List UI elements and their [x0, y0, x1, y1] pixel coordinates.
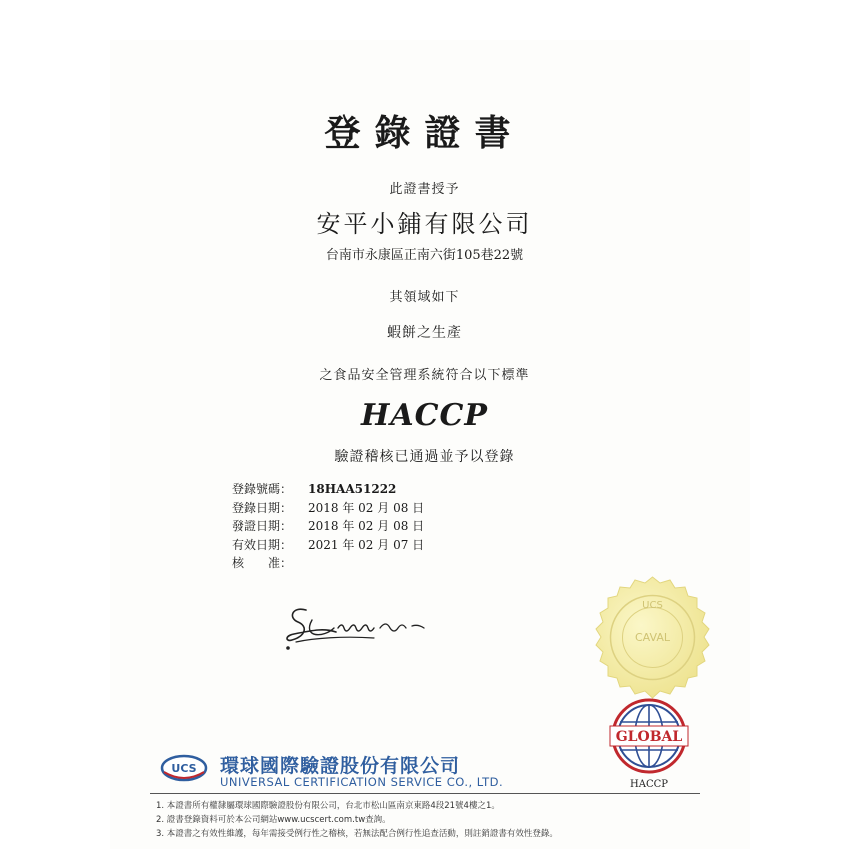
footer-note: 2. 證書登錄資料可於本公司網站www.ucscert.com.tw查詢。	[156, 815, 391, 825]
scope: 蝦餅之生產	[387, 325, 462, 341]
standard-intro: 之食品安全管理系統符合以下標準	[319, 368, 530, 383]
detail-row-registration-date	[232, 499, 424, 518]
passed-text: 驗證稽核已通過並予以登錄	[334, 449, 515, 465]
detail-value: 2021 年 02 月 07 日	[308, 537, 425, 552]
issuer-name-english: UNIVERSAL CERTIFICATION SERVICE CO., LTD.	[220, 775, 504, 789]
ucs-badge-logo	[160, 754, 208, 782]
global-haccp-logo	[600, 694, 698, 792]
detail-row-approval	[232, 554, 424, 573]
company-address: 台南市永康區正南六街105巷22號	[325, 248, 524, 263]
detail-label: 有效日期：	[232, 537, 293, 552]
detail-label: 登錄號碼：	[232, 482, 293, 496]
detail-row-issue-date	[232, 517, 424, 536]
seal-text-top: UCS	[642, 600, 663, 611]
detail-value: 18HAA51222	[308, 482, 397, 496]
footer-notes	[156, 799, 558, 841]
detail-value: 2018 年 02 月 08 日	[308, 500, 425, 515]
footer-divider	[150, 793, 700, 794]
certificate-title: 登錄證書	[324, 112, 525, 154]
detail-label: 核 准：	[232, 556, 293, 570]
global-logo-label: GLOBAL	[615, 729, 683, 745]
scope-intro: 其領域如下	[389, 290, 460, 305]
footer-note: 1. 本證書所有權隸屬環球國際驗證股份有限公司，台北市松山區南京東路4段21號4樓之1。	[156, 801, 500, 811]
company-name: 安平小鋪有限公司	[316, 210, 533, 238]
ucs-badge-text: UCS	[171, 762, 197, 775]
global-logo-caption: HACCP	[630, 779, 668, 790]
detail-row-expiry-date	[232, 536, 424, 555]
detail-value: 2018 年 02 月 08 日	[308, 519, 425, 533]
detail-row-registration-number	[232, 480, 424, 499]
standard-name: HACCP	[361, 398, 488, 433]
detail-label: 發證日期：	[232, 519, 293, 533]
detail-label: 登錄日期：	[232, 500, 293, 515]
footer-note: 3. 本證書之有效性維護，每年需接受例行性之稽核，若無法配合例行性追查活動，則註銷證書有效性登錄。	[156, 829, 558, 839]
grant-text: 此證書授予	[389, 182, 460, 197]
registration-details	[232, 480, 424, 573]
issuer-name-chinese: 環球國際驗證股份有限公司	[220, 755, 461, 777]
gold-seal-image	[590, 575, 715, 700]
seal-text-middle: CAVAL	[635, 631, 670, 644]
signature-image	[284, 598, 434, 660]
